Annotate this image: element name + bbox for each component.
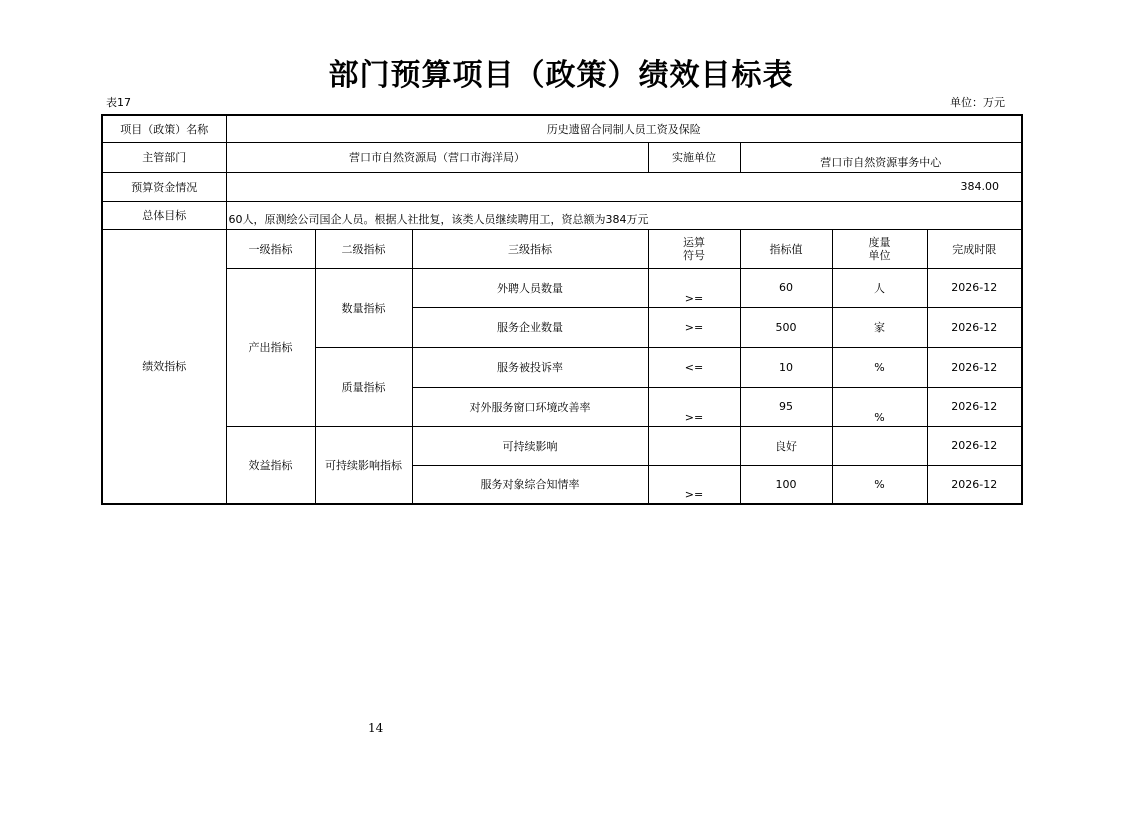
project-name-label: 项目（政策）名称 [102, 115, 226, 142]
project-name-row [102, 115, 1022, 142]
page-title: 部门预算项目（政策）绩效目标表 [328, 58, 794, 93]
group-quality: 质量指标 [315, 347, 412, 426]
header-operator-line2: 符号 [683, 248, 705, 262]
row-deadline: 2026-12 [927, 347, 1022, 387]
row-name: 外聘人员数量 [412, 268, 648, 307]
table-row [102, 426, 1022, 465]
row-unit: 家 [832, 307, 927, 347]
budget-value: 384.00 [226, 172, 1022, 201]
row-name: 服务企业数量 [412, 307, 648, 347]
header-measure-line2: 单位 [868, 248, 891, 262]
row-operator: >= [648, 465, 740, 504]
impl-value: 营口市自然资源事务中心 [740, 142, 1022, 172]
row-deadline: 2026-12 [927, 268, 1022, 307]
header-value: 指标值 [740, 229, 832, 268]
row-value: 100 [740, 465, 832, 504]
dept-value: 营口市自然资源局（营口市海洋局） [226, 142, 648, 172]
dept-label: 主管部门 [102, 142, 226, 172]
row-value: 60 [740, 268, 832, 307]
row-deadline: 2026-12 [927, 465, 1022, 504]
page-number: 14 [368, 721, 384, 735]
row-unit: 人 [832, 268, 927, 307]
row-name: 服务被投诉率 [412, 347, 648, 387]
row-value: 良好 [740, 426, 832, 465]
row-operator: >= [648, 268, 740, 307]
row-deadline: 2026-12 [927, 426, 1022, 465]
budget-label: 预算资金情况 [102, 172, 226, 201]
project-name-value: 历史遗留合同制人员工资及保险 [226, 115, 1022, 142]
header-measure-line1: 度量 [868, 235, 891, 249]
row-value: 500 [740, 307, 832, 347]
row-unit [832, 426, 927, 465]
row-value: 95 [740, 387, 832, 426]
row-name: 对外服务窗口环境改善率 [412, 387, 648, 426]
group-output: 产出指标 [226, 268, 315, 426]
row-name: 服务对象综合知情率 [412, 465, 648, 504]
group-benefit: 效益指标 [226, 426, 315, 504]
header-level1: 一级指标 [226, 229, 315, 268]
header-operator [648, 229, 740, 268]
performance-target-table [101, 114, 1023, 505]
perf-label: 绩效指标 [102, 229, 226, 504]
unit-label: 单位：万元 [950, 96, 1005, 109]
table-row [102, 268, 1022, 307]
budget-row [102, 172, 1022, 201]
header-level3: 三级指标 [412, 229, 648, 268]
row-unit: % [832, 387, 927, 426]
row-deadline: 2026-12 [927, 387, 1022, 426]
goal-text: 60人，原测绘公司国企人员。根据人社批复，该类人员继续聘用工，资总额为384万元 [226, 201, 1022, 229]
header-deadline: 完成时限 [927, 229, 1022, 268]
indicator-header-row [102, 229, 1022, 268]
row-operator: <= [648, 347, 740, 387]
impl-label: 实施单位 [648, 142, 740, 172]
header-operator-line1: 运算 [683, 235, 705, 249]
row-operator: >= [648, 387, 740, 426]
department-row [102, 142, 1022, 172]
group-sustain: 可持续影响指标 [315, 426, 412, 504]
overall-goal-row [102, 201, 1022, 229]
row-unit: % [832, 465, 927, 504]
header-measure-unit [832, 229, 927, 268]
row-operator [648, 426, 740, 465]
row-operator: >= [648, 307, 740, 347]
row-unit: % [832, 347, 927, 387]
header-level2: 二级指标 [315, 229, 412, 268]
row-value: 10 [740, 347, 832, 387]
row-deadline: 2026-12 [927, 307, 1022, 347]
row-name: 可持续影响 [412, 426, 648, 465]
goal-label: 总体目标 [102, 201, 226, 229]
table-number: 表17 [106, 96, 131, 109]
group-quantity: 数量指标 [315, 268, 412, 347]
